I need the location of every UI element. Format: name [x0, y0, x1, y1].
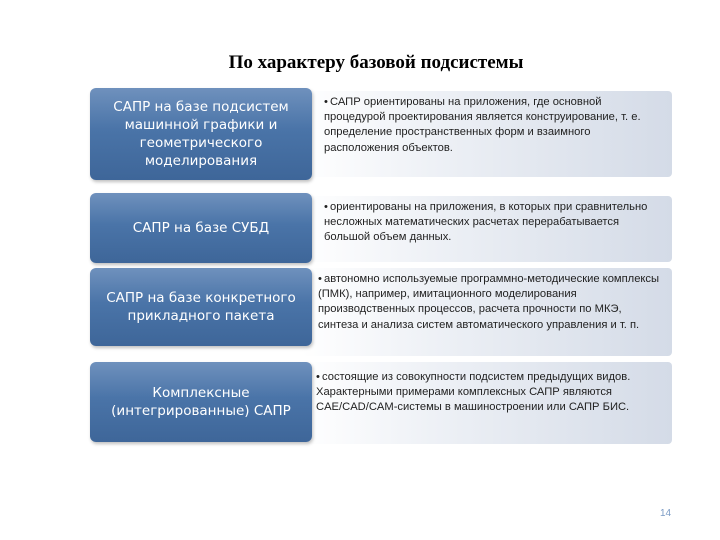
description-panel — [302, 196, 672, 262]
category-box — [90, 193, 312, 263]
category-box — [90, 362, 312, 442]
description-panel — [302, 268, 672, 356]
category-row — [90, 362, 672, 444]
description-body: состоящие из совокупности подсистем предыдущих видов. Характерными примерами комплексных САПР являются CAE/CAD/CAM-системы в машиностроении или САПР БИС. — [316, 371, 631, 414]
description-text — [324, 200, 662, 246]
description-panel — [302, 362, 672, 444]
description-panel — [302, 91, 672, 177]
description-text — [324, 95, 662, 156]
category-label: САПР на базе конкретного прикладного пакета — [106, 290, 296, 324]
bullet-icon: • — [324, 96, 328, 108]
page-number: 14 — [660, 508, 672, 519]
description-body: автономно используемые программно-методические комплексы (ПМК), например, имитационного моделирования производственных процессов, расчета прочности по МКЭ, синтеза и анализа систем автоматического управления и т. п. — [318, 273, 660, 331]
category-label: САПР на базе подсистем машинной графики и геометрического моделирования — [113, 99, 289, 169]
category-label: САПР на базе СУБД — [132, 220, 270, 236]
category-box — [90, 268, 312, 346]
description-text — [318, 272, 662, 333]
slide-title: По характеру базовой подсистемы — [228, 52, 524, 73]
description-text — [316, 370, 646, 416]
category-row — [90, 268, 672, 358]
description-body: САПР ориентированы на приложения, где основной процедурой проектирования является конструирование, т. е. определение пространственных форм и взаимного расположения объектов. — [324, 96, 641, 154]
category-row — [90, 88, 672, 184]
bullet-icon: • — [324, 201, 328, 213]
category-label: Комплексные (интегрированные) САПР — [111, 385, 291, 419]
bullet-icon: • — [316, 371, 320, 383]
bullet-icon: • — [318, 273, 322, 285]
category-box — [90, 88, 312, 180]
category-row — [90, 193, 672, 265]
description-body: ориентированы на приложения, в которых при сравнительно несложных математических расчетах перерабатывается большой объем данных. — [324, 201, 648, 244]
